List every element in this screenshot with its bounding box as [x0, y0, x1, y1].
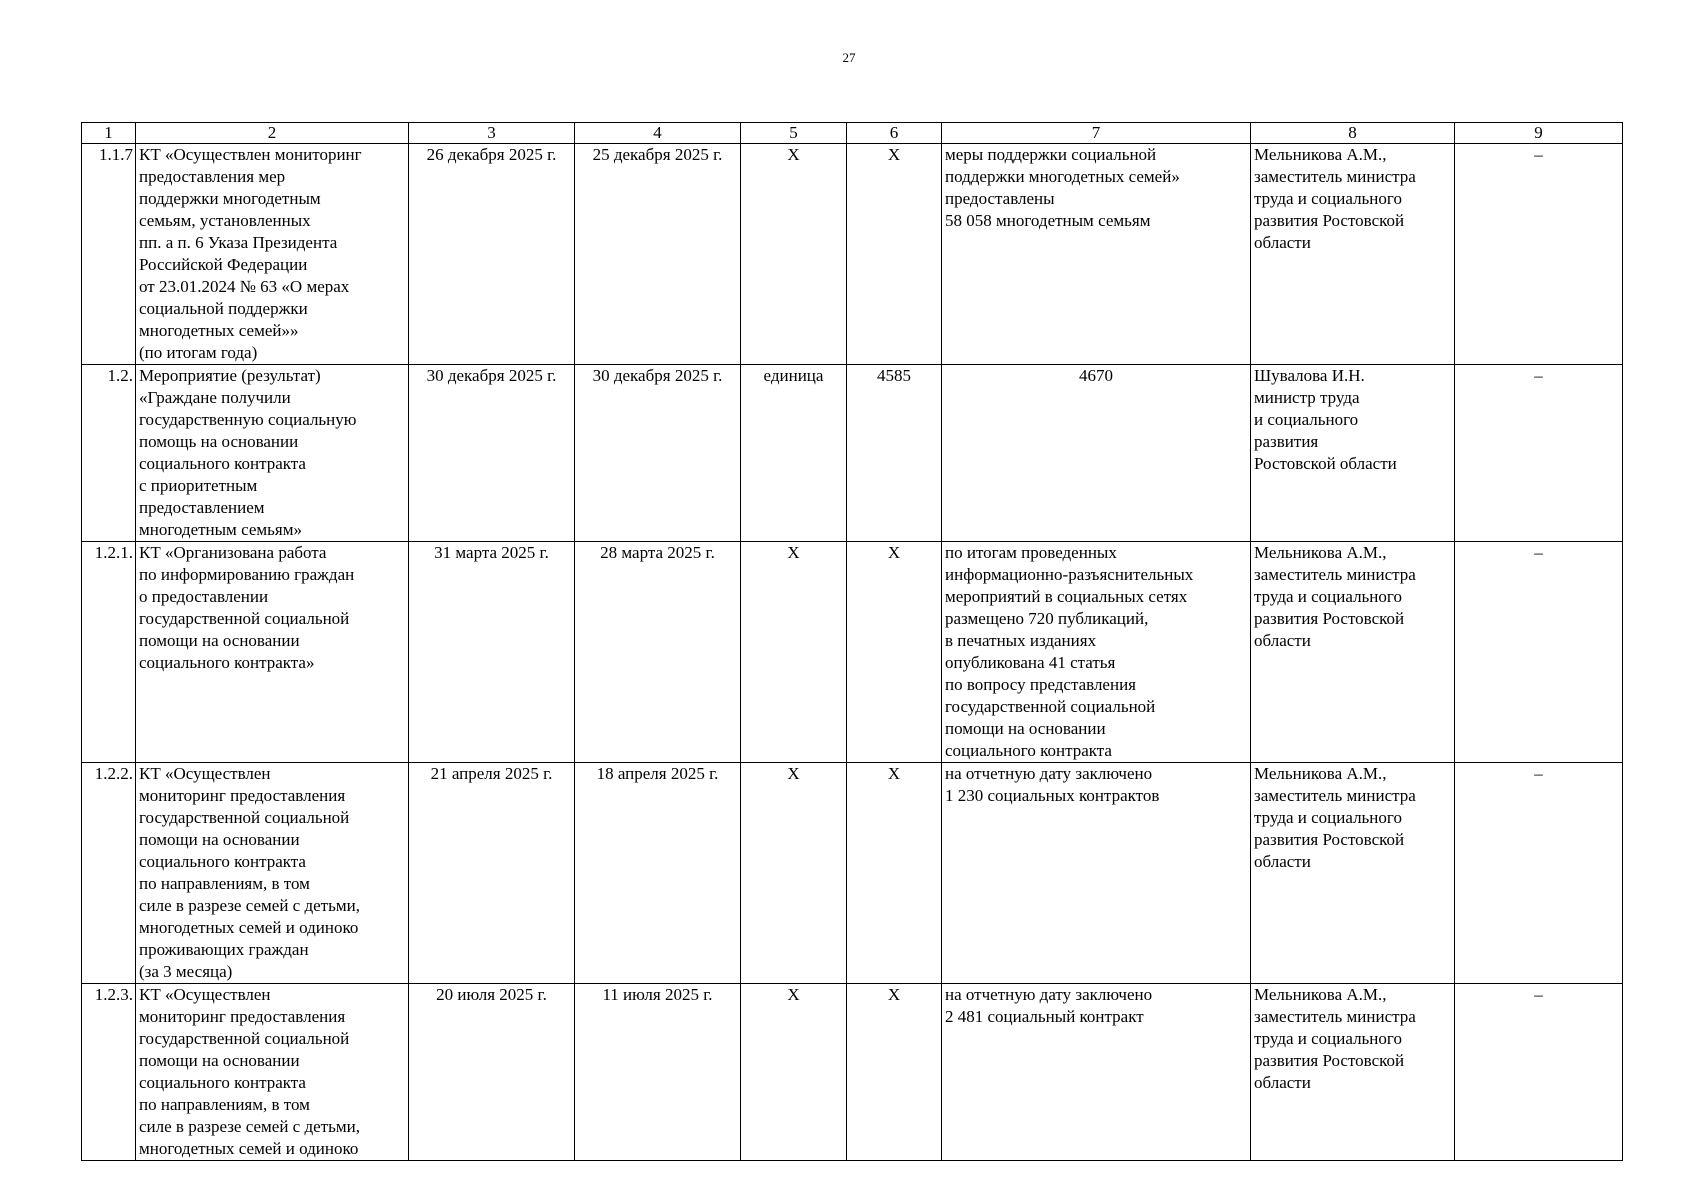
row-unit: Х [741, 763, 847, 984]
header-col-4: 4 [575, 123, 741, 144]
row-unit: Х [741, 542, 847, 763]
row-date-plan: 20 июля 2025 г. [409, 984, 575, 1161]
row-unit: Х [741, 144, 847, 365]
row-date-fact: 28 марта 2025 г. [575, 542, 741, 763]
header-col-9: 9 [1455, 123, 1623, 144]
row-result: на отчетную дату заключено 2 481 социальный контракт [942, 984, 1251, 1161]
header-col-1: 1 [82, 123, 136, 144]
row-date-plan: 21 апреля 2025 г. [409, 763, 575, 984]
row-note: – [1455, 144, 1623, 365]
row-plan-value: Х [847, 542, 942, 763]
row-plan-value: Х [847, 144, 942, 365]
row-name: Мероприятие (результат) «Граждане получили государственную социальную помощь на основании социального контракта с приоритетным предоставлением многодетным семьям» [136, 365, 409, 542]
row-date-plan: 26 декабря 2025 г. [409, 144, 575, 365]
header-col-7: 7 [942, 123, 1251, 144]
row-responsible: Мельникова А.М., заместитель министра труда и социального развития Ростовской области [1251, 542, 1455, 763]
row-number: 1.2.2. [82, 763, 136, 984]
header-col-6: 6 [847, 123, 942, 144]
row-name: КТ «Организована работа по информированию граждан о предоставлении государственной социальной помощи на основании социального контракта» [136, 542, 409, 763]
row-date-plan: 31 марта 2025 г. [409, 542, 575, 763]
row-unit: единица [741, 365, 847, 542]
row-plan-value: 4585 [847, 365, 942, 542]
row-responsible: Шувалова И.Н. министр труда и социального развития Ростовской области [1251, 365, 1455, 542]
header-col-5: 5 [741, 123, 847, 144]
row-date-plan: 30 декабря 2025 г. [409, 365, 575, 542]
report-table [81, 122, 1623, 1161]
row-number: 1.2.3. [82, 984, 136, 1161]
row-responsible: Мельникова А.М., заместитель министра труда и социального развития Ростовской области [1251, 144, 1455, 365]
table-row [82, 542, 1623, 763]
row-result: 4670 [942, 365, 1251, 542]
row-number: 1.2. [82, 365, 136, 542]
row-responsible: Мельникова А.М., заместитель министра труда и социального развития Ростовской области [1251, 984, 1455, 1161]
header-col-8: 8 [1251, 123, 1455, 144]
page-number: 27 [842, 50, 856, 65]
row-number: 1.1.7 [82, 144, 136, 365]
row-note: – [1455, 365, 1623, 542]
row-note: – [1455, 763, 1623, 984]
row-number: 1.2.1. [82, 542, 136, 763]
row-name: КТ «Осуществлен мониторинг предоставления государственной социальной помощи на основании социального контракта по направлениям, в том силе в разрезе семей с детьми, многодетных семей и одиноко [136, 984, 409, 1161]
table-row [82, 365, 1623, 542]
row-name: КТ «Осуществлен мониторинг предоставления мер поддержки многодетным семьям, установленных пп. а п. 6 Указа Президента Российской Федерации от 23.01.2024 № 63 «О мерах социальной поддержки многодетных семей»» (по итогам года) [136, 144, 409, 365]
header-col-2: 2 [136, 123, 409, 144]
table-row [82, 144, 1623, 365]
header-col-3: 3 [409, 123, 575, 144]
row-result: меры поддержки социальной поддержки многодетных семей» предоставлены 58 058 многодетным семьям [942, 144, 1251, 365]
row-date-fact: 18 апреля 2025 г. [575, 763, 741, 984]
row-responsible: Мельникова А.М., заместитель министра труда и социального развития Ростовской области [1251, 763, 1455, 984]
row-result: на отчетную дату заключено 1 230 социальных контрактов [942, 763, 1251, 984]
row-note: – [1455, 542, 1623, 763]
row-result: по итогам проведенных информационно-разъяснительных мероприятий в социальных сетях размещено 720 публикаций, в печатных изданиях опубликована 41 статья по вопросу представления государственной социальной помощи на основании социального контракта [942, 542, 1251, 763]
row-unit: Х [741, 984, 847, 1161]
row-plan-value: Х [847, 984, 942, 1161]
row-note: – [1455, 984, 1623, 1161]
row-date-fact: 11 июля 2025 г. [575, 984, 741, 1161]
table-row [82, 984, 1623, 1161]
row-date-fact: 30 декабря 2025 г. [575, 365, 741, 542]
row-date-fact: 25 декабря 2025 г. [575, 144, 741, 365]
row-plan-value: Х [847, 763, 942, 984]
table-header-row [82, 123, 1623, 144]
row-name: КТ «Осуществлен мониторинг предоставления государственной социальной помощи на основании социального контракта по направлениям, в том силе в разрезе семей с детьми, многодетных семей и одиноко проживающих граждан (за 3 месяца) [136, 763, 409, 984]
table-row [82, 763, 1623, 984]
